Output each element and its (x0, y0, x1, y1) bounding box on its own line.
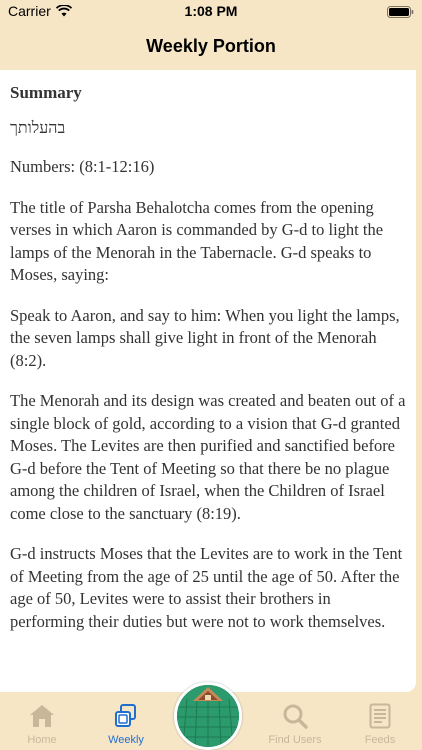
home-icon (29, 702, 55, 730)
reference-text: Numbers: (8:1-12:16) (10, 157, 155, 176)
status-time: 1:08 PM (184, 3, 238, 19)
roof-tiles-image (177, 685, 239, 747)
search-icon (282, 702, 308, 730)
tab-label: Home (27, 734, 57, 746)
tab-feeds[interactable] (338, 692, 422, 750)
paragraph: G-d instructs Moses that the Levites are to work in the Tent of Meeting from the age of 25 until the age of 50. After the age of 50, Levites were to assist their brothers in performing their duties but were not to work themselves. (10, 544, 403, 631)
tab-home[interactable] (0, 692, 84, 750)
tab-weekly[interactable] (84, 692, 168, 750)
tab-label: Feeds (364, 734, 396, 746)
paragraph: The title of Parsha Behalotcha comes from the opening verses in which Aaron is commanded by G-d to light the lamps of the Menorah in the Tabernacle. G-d speaks to Moses, saying: (10, 197, 384, 284)
page-title: Weekly Portion (146, 35, 276, 56)
content-scroll-view[interactable] (0, 70, 416, 692)
tab-find-users[interactable] (253, 692, 337, 750)
tab-label: Find Users (268, 734, 322, 746)
paragraph: The Menorah and its design was created and beaten out of a single block of gold, according to a vision that G-d granted Moses. The Levites are then purified and sanctified before G-d before the Tent of Meeting so that there be no plague among the children of Israel, when the Children of Israel come close to the sanctuary (8:19). (10, 391, 406, 523)
carrier-label: Carrier (8, 3, 51, 19)
hebrew-title: בהעלותך (10, 120, 66, 137)
feeds-icon (369, 702, 391, 730)
status-bar (0, 0, 422, 22)
summary-heading: Summary (10, 83, 82, 102)
center-tab-button[interactable] (174, 682, 242, 750)
tab-label: Weekly (108, 734, 144, 746)
battery-icon (387, 5, 414, 21)
navigation-bar (0, 22, 422, 70)
weekly-icon (113, 702, 139, 730)
paragraph: Speak to Aaron, and say to him: When you light the lamps, the seven lamps shall give light in front of the Menorah (8:2). (10, 305, 400, 370)
